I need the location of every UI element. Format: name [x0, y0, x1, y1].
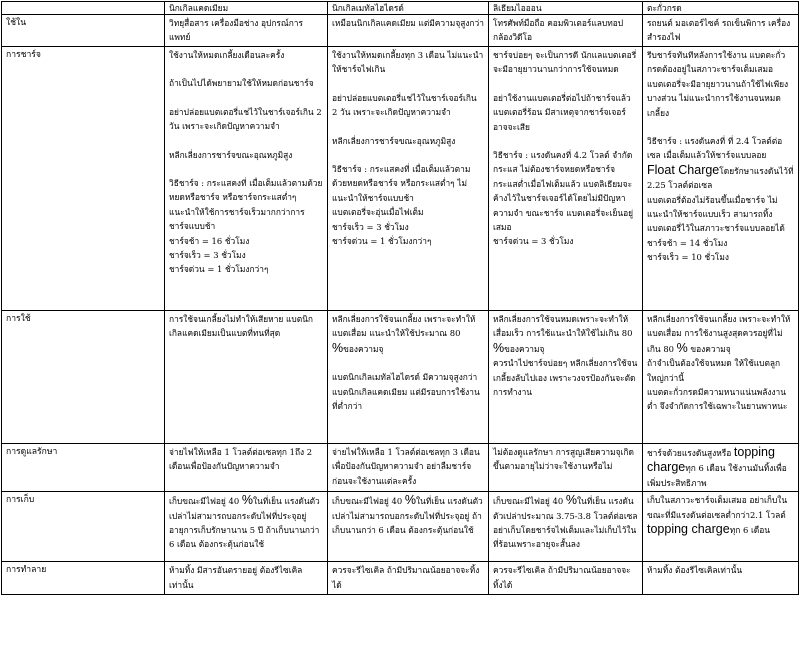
cell-text: อย่าใช้งานแบตเตอรี่ต่อไปถ้าชาร์จแล้วแบตเตอรี่ร้อน มีสาเหตุจากชาร์จเจอร์อาจจะเสีย	[493, 92, 631, 132]
table-row	[2, 15, 799, 47]
row-label: การชาร์จ	[2, 47, 165, 311]
cell-text: ถ้าเป็นไปได้พยายามใช้ให้หมดก่อนชาร์จ	[169, 78, 314, 89]
cell-nicd	[165, 492, 328, 562]
cell-text: หลีกเลี่ยงการใช้จนหมดเพราะจะทำให้เสื่อมเร็ว การใช้แนะนำให้ใช้ไม่เกิน 80	[493, 314, 633, 339]
cell-text: หลีกเลี่ยงการใช้จนเกลี้ยง เพราะจะทำให้แบตเสื่อม การใช้งานสูงสุดควรอยู่ที่ไม่เกิน 80 % ของความจุ	[647, 314, 791, 355]
cell-lead-acid	[643, 311, 799, 444]
cell-text: ควรนำไปชาร์จบ่อยๆ หลีกเลี่ยงการใช้จนเกลี้ยงลับไปเอง เพราะวงจรป้องกันจะตัดการทำงาน	[493, 358, 638, 398]
cell-text: เก็บในสภาวะชาร์จเต็มเสมอ อย่าเก็บในขณะที่มีแรงดันต่อเซลต่ำกว่า2.1 โวลต์ topping chargeทุก 6 เดือน	[647, 495, 788, 537]
cell-text: ชาร์จด้วยแรงดันสูงหรือ topping chargeทุก 6 เดือน ใช้งานมันทิ้งเพื่อเพิ่มประสิทธิภาพ	[647, 445, 787, 488]
cell-text: อย่าปล่อยแบตเตอรี่แช่ไว้ในชาร์เจอร์เกิน 2 วัน เพราะจะเกิดปัญหาความจำ	[169, 106, 322, 132]
cell-text: ชาร์จด่วน = 1 ชั่วโมงกว่าๆ	[332, 236, 432, 247]
cell-text: หลีกเลี่ยงการใช้จนเกลี้ยง เพราะจะทำให้แบตเสื่อม แนะนำให้ใช้ประมาณ 80 %ของความจุ	[332, 314, 476, 355]
cell-nicd	[165, 562, 328, 595]
table-row	[2, 562, 799, 595]
cell-text: เหมือนนิกเกิลแคดเมียม แต่มีความจุสูงกว่า	[332, 18, 484, 28]
header-nicd: นิกเกิลแคดเมียม	[165, 2, 328, 15]
cell-lead-acid	[643, 492, 799, 562]
cell-text: ห้ามทิ้ง ต้องรีไซเคิลเท่านั้น	[647, 565, 743, 576]
cell-nicd	[165, 311, 328, 444]
table-row	[2, 311, 799, 444]
cell-text: ชาร์จช้า = 16 ชั่วโมง	[169, 235, 250, 246]
cell-nimh	[328, 562, 489, 595]
cell-text: จ่ายไฟให้เหลือ 1 โวลต์ต่อเซลทุก 3 เดือนเพื่อป้องกันปัญหาความจำ อย่าลืมชาร์จก่อนจะใช้งานแต่ละครั้ง	[332, 447, 480, 486]
cell-text: แบตเตอรี่ต้องไม่ร้อนขึ้นเมื่อชาร์จ ไม่แนะนำให้ชาร์จแบบเร็ว สามารถทิ้งแบตเตอรี่ไว้ในสภาวะชาร์จแบบลอยได้	[647, 194, 785, 234]
header-lead-acid: ตะกั่วกรด	[643, 2, 799, 15]
cell-text: แบตนิกเกิลเมทัลไฮไดรด์ มีความจุสูงกว่าแบตนิกเกิลแคดเมียม แต่มีรอบการใช้งานที่ต่ำกว่า	[332, 372, 480, 412]
cell-text: รถยนต์ มอเตอร์ไซค์ รถเข็นพิการ เครื่องสำรองไฟ	[647, 18, 791, 43]
cell-li-ion	[489, 311, 643, 444]
cell-text: ชาร์จด่วน = 1 ชั่วโมงกว่าๆ	[169, 264, 269, 275]
row-label: การทำลาย	[2, 562, 165, 595]
cell-text: หลีกเลี่ยงการชาร์จขณะอุณหภูมิสูง	[332, 135, 456, 146]
cell-nimh	[328, 492, 489, 562]
cell-nicd	[165, 444, 328, 492]
cell-li-ion	[489, 562, 643, 595]
table-row	[2, 47, 799, 311]
cell-text: ถ้าจำเป็นต้องใช้จนหมด ให้ใช้แบตลูกใหญ่กว่านี้	[647, 358, 781, 383]
cell-lead-acid	[643, 444, 799, 492]
header-row	[2, 2, 799, 15]
cell-text: วิธีชาร์จ : กระแสคงที่ เมื่อเต็มแล้วตามด้วยหยดหรือชาร์จ หรือชาร์จกระแสต่ำๆ แนะนำให้ใช้การชาร์จเร็วมากกว่าการชาร์จแบบช้า	[169, 178, 323, 232]
cell-text: วิธีชาร์จ : กระแสคงที่ เมื่อเต็มแล้วตามด้วยหยดหรือชาร์จ หรือกระแสต่ำๆ ไม่แนะนำให้ชาร์จแบบช้า	[332, 164, 471, 203]
cell-text: เก็บขณะมีไฟอยู่ 40 %ในที่เย็น แรงดันตัวเปล่าไม่สามารถบอกระดับไฟที่ประจุอยู่ อายุการเก็บรักษานาน 5 ปี ถ้าเก็บนานกว่า 6 เดือน ต้องกระตุ้นก่อนใช้	[169, 493, 320, 550]
cell-lead-acid	[643, 47, 799, 311]
cell-text: โทรศัพท์มือถือ คอมพิวเตอร์แลบทอป กล้องวิดีโอ	[493, 18, 624, 43]
cell-text: ไม่ต้องดูแลรักษา การสูญเสียความจุเกิดขึ้นตามอายุไม่ว่าจะใช้งานหรือไม่	[493, 447, 634, 472]
cell-text: รีบชาร์จทันทีหลังการใช้งาน แบตตะกั่วกรดต้องอยู่ในสภาวะชาร์จเต็มเสมอ แบตเตอรี่จะมีอายุยาวนานถ้าใช้ไฟเพียงบางส่วน ไม่แนะนำการใช้งานจนหมดเกลี้ยง	[647, 50, 789, 118]
cell-text: เก็บขณะมีไฟอยู่ 40 %ในที่เย็น แรงดันตัวเปล่าไม่สามารถบอกระดับไฟที่ประจุอยู่ ถ้าเก็บนานกว่า 6 เดือน ต้องกระตุ้นก่อนใช้	[332, 493, 483, 536]
cell-text: วิธีชาร์จ : แรงดันคงที่ ที่ 2.4 โวลต์ต่อเซล เมื่อเต็มแล้วให้ชาร์จแบบลอย	[647, 136, 783, 161]
header-nimh: นิกเกิลเมทัลไฮไดรด์	[328, 2, 489, 15]
cell-text: แบตเตอรี่จะอุ่นเมื่อไฟเต็ม	[332, 207, 424, 218]
table-row	[2, 444, 799, 492]
cell-text: ชาร์จเร็ว = 3 ชั่วโมง	[169, 250, 246, 261]
header-li-ion: ลิเธียมไอออน	[489, 2, 643, 15]
cell-li-ion	[489, 47, 643, 311]
cell-text: การใช้จนเกลี้ยงไม่ทำให้เสียหาย แบตนิกเกิลแคดเมียมเป็นแบตที่ทนที่สุด	[169, 314, 313, 339]
cell-lead-acid	[643, 562, 799, 595]
cell-text: ชาร์จบ่อยๆ จะเป็นการดี นักแลแบตเตอรี่จะมีอายุยาวนานกว่าการใช้จนหมด	[493, 50, 637, 75]
cell-li-ion	[489, 15, 643, 47]
cell-text: อย่าปล่อยแบตเตอรี่แช่ไว้ในชาร์เจอร์เกิน 2 วัน เพราะจะเกิดปัญหาความจำ	[332, 92, 477, 118]
cell-text: ชาร์จเร็ว = 10 ชั่วโมง	[647, 252, 730, 263]
cell-nimh	[328, 311, 489, 444]
cell-text: %ของความจุ	[493, 340, 545, 355]
cell-text: เก็บขณะมีไฟอยู่ 40 %ในที่เย็น แรงดันตัวเปล่าประมาณ 3.75-3.8 โวลต์ต่อเซล อย่าเก็บโดยชาร์จไฟเต็มและไม่เก็บไว้ในที่ร้อนเพราะอายุจะสั้นลง	[493, 493, 638, 550]
row-label: การดูแลรักษา	[2, 444, 165, 492]
cell-text: ใช้งานให้หมดเกลี้ยงเดือนละครั้ง	[169, 50, 285, 60]
cell-text: Float Chargeโดยรักษาแรงดันไว้ที่ 2.25 โวลต์ต่อเซล	[647, 162, 794, 191]
cell-text: วิธีชาร์จ : แรงดันคงที่ 4.2 โวลต์ จำกัดกระแส ไม่ต้องชาร์จหยดหรือชาร์จกระแสต่ำเมื่อไฟเต็มแล้ว แบตลิเธียมจะค้างไว้ในชาร์จเจอร์ได้โดยไม่มีปัญหาความจำ ขณะชาร์จ แบตเตอรี่จะเย็นอยู่เสมอ	[493, 150, 634, 233]
cell-nimh	[328, 47, 489, 311]
cell-text: ห้ามทิ้ง มีสารอันตรายอยู่ ต้องรีไซเคิลเท่านั้น	[169, 565, 303, 590]
cell-text: จ่ายไฟให้เหลือ 1 โวลต์ต่อเซลทุก 1ถึง 2 เดือนเพื่อป้องกันปัญหาความจำ	[169, 447, 313, 472]
battery-comparison-table	[1, 1, 799, 595]
row-label: การใช้	[2, 311, 165, 444]
cell-text: ควรจะรีไซเคิล ถ้ามีปริมาณน้อยอาจจะทิ้งได้	[332, 565, 480, 590]
cell-text: ควรจะรีไซเคิล ถ้ามีปริมาณน้อยอาจจะทิ้งได้	[493, 565, 631, 590]
header-corner	[2, 2, 165, 15]
cell-li-ion	[489, 444, 643, 492]
cell-text: วิทยุสื่อสาร เครื่องมือช่าง อุปกรณ์การแพทย์	[169, 18, 303, 43]
cell-nimh	[328, 15, 489, 47]
cell-li-ion	[489, 492, 643, 562]
cell-text: ชาร์จด่วน = 3 ชั่วโมง	[493, 236, 574, 247]
cell-lead-acid	[643, 15, 799, 47]
row-label: ใช้ใน	[2, 15, 165, 47]
cell-text: หลีกเลี่ยงการชาร์จขณะอุณหภูมิสูง	[169, 149, 293, 160]
cell-text: ใช้งานให้หมดเกลี้ยงทุก 3 เดือน ไม่แนะนำให้ชาร์จไฟเกิน	[332, 50, 484, 75]
cell-text: ชาร์จเร็ว = 3 ชั่วโมง	[332, 221, 409, 232]
cell-nimh	[328, 444, 489, 492]
cell-nicd	[165, 47, 328, 311]
cell-nicd	[165, 15, 328, 47]
table-row	[2, 492, 799, 562]
cell-text: ชาร์จช้า = 14 ชั่วโมง	[647, 237, 728, 248]
cell-text: แบตตะกั่วกรดมีความหนาแน่นพลังงานต่ำ จึงจำกัดการใช้เฉพาะในยานพาหนะ	[647, 387, 788, 412]
row-label: การเก็บ	[2, 492, 165, 562]
